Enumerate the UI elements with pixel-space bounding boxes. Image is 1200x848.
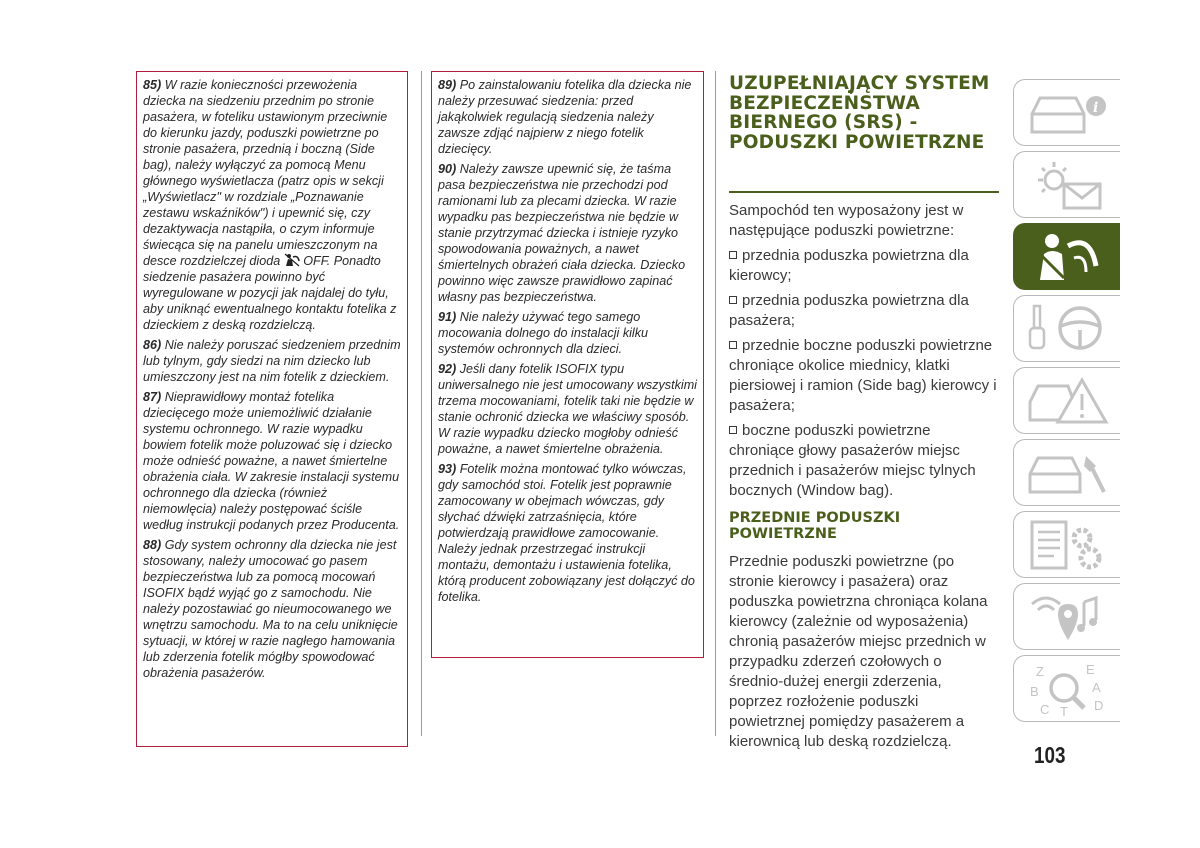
seatbelt-airbag-icon: [1024, 228, 1114, 286]
checkbox-bullet-icon: [729, 296, 737, 304]
specs-gear-icon: [1024, 516, 1114, 574]
tab-emergency[interactable]: [1013, 367, 1120, 434]
chapter-tabs: [1013, 79, 1120, 727]
section-title: UZUPEŁNIAJĄCY SYSTEM BEZPIECZEŃSTWA BIERNEGO (SRS) - PODUSZKI POWIETRZNE: [729, 73, 990, 153]
index-letters-icon: [1024, 660, 1114, 718]
index-letter: T: [1060, 704, 1068, 718]
tab-service-maintenance[interactable]: [1013, 439, 1120, 506]
page-number: 103: [1034, 742, 1066, 768]
index-letter: C: [1040, 702, 1050, 717]
index-letter: A: [1092, 680, 1101, 695]
warning-85: 85) W razie konieczności przewożenia dziecka na siedzeniu przednim po stronie pasażera, w foteliku ustawionym przeciwnie do kierunku jazdy, poduszki powietrzne po stronie pasażera, przednią i boczną (Side bag), należy wyłączyć za pomocą Menu głównego wyświetlacza (patrz opis w sekcji „Wyświetlacz" w rozdziale „Poznawanie zestawu wskaźników") i upewnić się, czy dezaktywacja nastąpiła, o czym informuje świecąca się na panelu umieszczonym na desce rozdzielczej dioda OFF. Ponadto siedzenie pasażera powinno być wyregulowane w pozycji jak najdalej do tyłu, aby uniknąć ewentualnego kontaktu fotelika z dzieckiem z deską rozdzielczą.: [143, 78, 397, 332]
title-underline: [729, 191, 999, 193]
bullet-item: boczne poduszki powietrzne chroniące głowy pasażerów miejsc przednich i pasażerów miejsc tylnych bocznych (Window bag).: [729, 422, 976, 499]
bullet-item: przednie boczne poduszki powietrzne chroniące okolice miednicy, klatki piersiowej i ramion (Side bag) kierowcy i pasażera;: [729, 337, 997, 414]
car-service-icon: [1024, 444, 1114, 502]
index-letter: E: [1086, 662, 1095, 677]
subsection-title: PRZEDNIE PODUSZKI POWIETRZNE: [729, 510, 901, 542]
warning-88: 88) Gdy system ochronny dla dziecka nie jest stosowany, należy umocować go pasem bezpieczeństwa lub za pomocą mocowań ISOFIX bądź wyjąć go z samochodu. Nie należy pozostawiać go nieumocowanego we wnętrzu samochodu. Ma to na celu uniknięcie sytuacji, w której w razie nagłego hamowania lub zderzenia fotelik mógłby spowodować obrażenia pasażerów.: [143, 538, 398, 680]
tab-car-info[interactable]: [1013, 79, 1120, 146]
warning-92: 92) Jeśli dany fotelik ISOFIX typu uniwersalnego nie jest umocowany wszystkimi trzema mocowaniami, fotelik taki nie będzie w stanie ochronić dziecka we właściwy sposób. W razie wypadku dziecko mogłoby odnieść poważne, a nawet śmiertelne obrażenia.: [438, 362, 697, 456]
warning-93: 93) Fotelik można montować tylko wówczas, gdy samochód stoi. Fotelik jest poprawnie zamocowany w obejmach wówczas, gdy słychać dźwięki zatrzaśnięcia, które potwierdzają prawidłowe zamocowanie. Należy jednak przestrzegać instrukcji montażu, demontażu i ustawienia fotelika, którą producent zobowiązany jest dołączyć do fotelika.: [438, 462, 695, 604]
front-airbags-paragraph: Przednie poduszki powietrzne (po stronie kierowcy i pasażera) oraz poduszka powietrzna chroniąca kolana kierowcy (zależnie od wyposażenia) chronią pasażerów miejsc przednich w przypadku zderzeń czołowych o średnio-dużej energii zderzenia, poprzez rozłożenie poduszki powietrznej pomiędzy pasażerem a kierownicą lub deską rozdzielczą.: [729, 553, 988, 750]
checkbox-bullet-icon: [729, 341, 737, 349]
bullet-item: przednia poduszka powietrzna dla pasażera;: [729, 292, 969, 329]
multimedia-icon: [1024, 588, 1114, 646]
column-divider: [715, 71, 716, 736]
warning-86: 86) Nie należy poruszać siedzeniem przednim lub tylnym, gdy siedzi na nim dziecko lub umieszczony jest na nim fotelik z dzieckiem.: [143, 338, 401, 384]
key-steering-wheel-icon: [1024, 300, 1114, 358]
tab-lights-messages[interactable]: [1013, 151, 1120, 218]
warning-90: 90) Należy zawsze upewnić się, że taśma pasa bezpieczeństwa nie przechodzi pod ramionami lub za plecami dziecka. W razie wypadku pas bezpieczeństwa nie będzie w stanie przytrzymać dziecka i istnieje ryzyko spowodowania poważnych, a nawet śmiertelnych obrażeń ciała dziecka. Dziecko powinno więc zawsze prawidłowo zapinać własny pas bezpieczeństwa.: [438, 162, 686, 304]
airbag-off-icon: [284, 253, 300, 267]
warning-box-middle: [431, 71, 704, 658]
warning-89: 89) Po zainstalowaniu fotelika dla dziecka nie należy przesuwać siedzenia: przed jakąkolwiek regulacją siedzenia należy zawsze zdjąć najpierw z niego fotelik dziecięcy.: [438, 78, 692, 156]
tab-index[interactable]: [1013, 655, 1120, 722]
tab-starting-driving[interactable]: [1013, 295, 1120, 362]
warning-87: 87) Nieprawidłowy montaż fotelika dziecięcego może uniemożliwić działanie systemu ochronnego. W razie wypadku bowiem fotelik może poluzować się i dziecko może odnieść poważne, a nawet śmiertelne obrażenia ciała. W zakresie instalacji systemu ochronnego dla dziecka (również niemowlęcia) należy postępować ściśle według instrukcji podanych przez Producenta.: [143, 390, 400, 532]
warning-box-left: [136, 71, 408, 747]
svg-text:i: i: [1093, 100, 1099, 116]
warning-91: 91) Nie należy używać tego samego mocowania dolnego do instalacji kilku systemów ochronnych dla dzieci.: [438, 310, 649, 356]
checkbox-bullet-icon: [729, 426, 737, 434]
tab-technical-data[interactable]: [1013, 511, 1120, 578]
bullet-item: przednia poduszka powietrzna dla kierowcy;: [729, 247, 969, 284]
column-divider: [421, 71, 422, 736]
intro-paragraph: Sampochód ten wyposażony jest w następujące poduszki powietrzne:: [729, 202, 964, 239]
tab-multimedia[interactable]: [1013, 583, 1120, 650]
lights-message-icon: [1024, 156, 1114, 214]
index-letter: Z: [1036, 664, 1044, 679]
tab-safety[interactable]: [1013, 223, 1120, 290]
index-letter: D: [1094, 698, 1104, 713]
warning-triangle-icon: [1024, 372, 1114, 430]
car-info-icon: [1024, 84, 1114, 142]
checkbox-bullet-icon: [729, 251, 737, 259]
index-letter: B: [1030, 684, 1039, 699]
section-body: [729, 201, 997, 757]
